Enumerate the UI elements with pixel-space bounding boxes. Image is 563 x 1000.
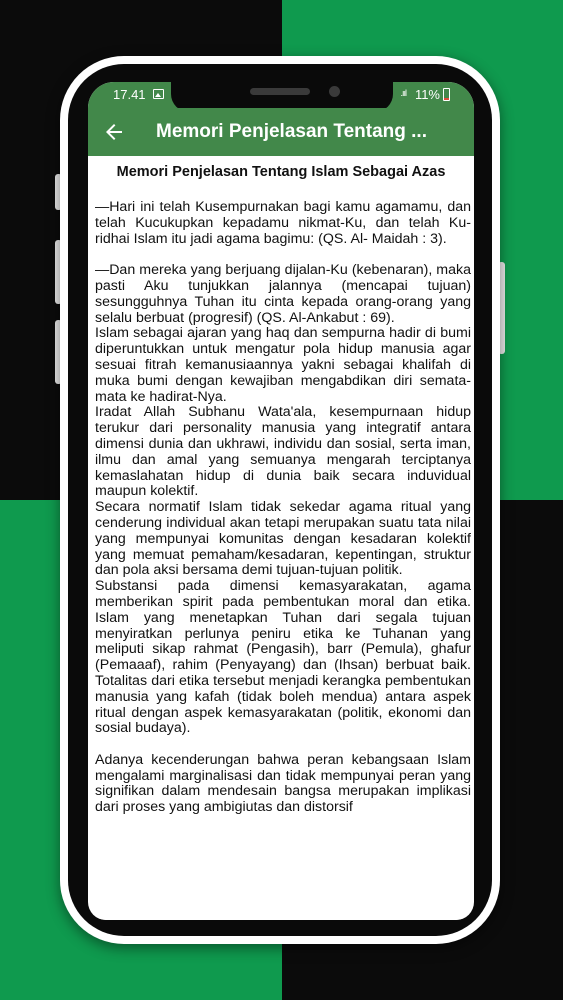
battery-icon bbox=[443, 88, 450, 101]
scroll-fade bbox=[88, 910, 474, 920]
document-body bbox=[95, 200, 471, 816]
battery-percent: 11% bbox=[414, 87, 440, 102]
app-bar bbox=[88, 108, 474, 156]
paragraph: Islam sebagai ajaran yang haq dan sempurna hadir di bumi diperuntukkan untuk mengatur pola hidup manusia agar sesuai fitrah kemanusiaannya yakni sebagai khalifah di muka bumi dengan kewajiban mengabdikan diri semata-mata ke hadirat-Nya. bbox=[95, 325, 471, 405]
paragraph: Secara normatif Islam tidak sekedar agama ritual yang cenderung individual akan tetapi merupakan suatu tata nilai yang mempunyai komunitas dengan kesadaran kolektif yang memuat pemaham/kesadaran, kepentingan, struktur dan pola aksi bersama demi tujuan-tujuan politik. bbox=[95, 499, 471, 579]
paragraph: Adanya kecenderungan bahwa peran kebangsaan Islam mengalami marginalisasi dan tidak mempunyai peran yang signifikan dalam mendesain bangsa merupakan implikasi dari proses yang ambigiutas dan distorsif bbox=[95, 751, 471, 816]
status-time: 17.41 bbox=[113, 87, 146, 102]
paragraph: —Dan mereka yang berjuang dijalan-Ku (kebenaran), maka pasti Aku tunjukkan jalannya (mencapai tujuan) sesungguhnya Tuhan itu cinta kepada orang-orang yang selalu berbuat (progresif) (QS. Al-Ankabut : 69). bbox=[95, 262, 471, 326]
paragraph: Iradat Allah Subhanu Wata'ala, kesempurnaan hidup terukur dari personality manusia yang integratif antara dimensi dunia dan ukhrawi, individu dan sosial, serta iman, ilmu dan amal yang semuanya mengarah terciptanya kemaslahatan hidup di dunia baik secara induvidual maupun kolektif. bbox=[95, 404, 471, 500]
arrow-left-icon bbox=[102, 120, 126, 144]
document-content[interactable] bbox=[88, 156, 474, 920]
signal-icon: .ııl bbox=[400, 88, 406, 98]
back-button[interactable] bbox=[96, 114, 132, 150]
paragraph: —Hari ini telah Kusempurnakan bagi kamu agamamu, dan telah Kucukupkan kepadamu nikmat-Ku, dan telah Ku-ridhai Islam itu jadi agama bagimu: (QS. Al- Maidah : 3). bbox=[95, 199, 471, 247]
phone-screen bbox=[88, 82, 474, 920]
image-notification-icon bbox=[153, 89, 164, 99]
speaker-grille bbox=[250, 88, 310, 95]
paragraph: Substansi pada dimensi kemasyarakatan, agama memberikan spirit pada pembentukan moral dan etika. Islam yang menetapkan Tuhan dari segala tujuan menyiratkan perlunya peniru etika ke Tuhanan yang meliputi sikap rahmat (Pengasih), barr (Pemula), ghafur (Pemaaaf), rahim (Penyayang) dan (Ihsan) berbuat baik. Totalitas dari etika tersebut menjadi kerangka pembentukan manusia yang kafah (tidak boleh mendua) antara aspek ritual dengan aspek kemasyarakatan (politik, ekonomi dan sosial budaya). bbox=[95, 578, 471, 737]
document-title: Memori Penjelasan Tentang Islam Sebagai Azas bbox=[116, 164, 446, 180]
page-title: Memori Penjelasan Tentang ... bbox=[156, 121, 427, 142]
front-camera bbox=[329, 86, 340, 97]
